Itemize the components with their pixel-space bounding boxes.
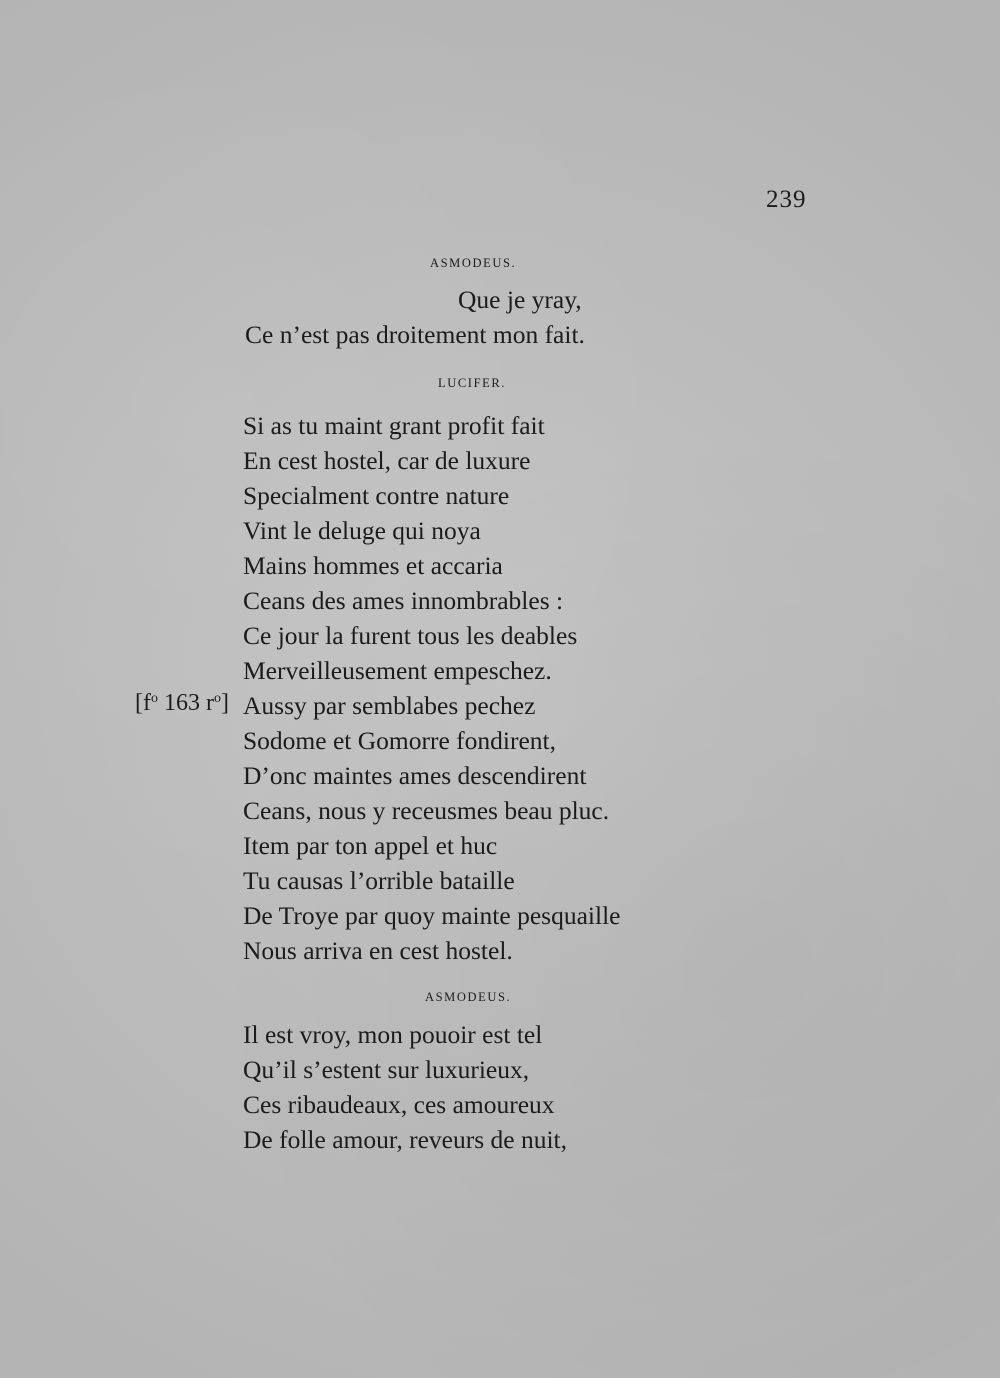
folio-reference xyxy=(135,690,229,717)
verse-line: Sodome et Gomorre fondirent, xyxy=(243,726,557,755)
verse-line: Ces ribaudeaux, ces amoureux xyxy=(243,1090,555,1119)
folio-sup: o xyxy=(150,691,158,706)
verse-line: Tu causas l’orrible bataille xyxy=(243,866,515,895)
folio-number: 163 r xyxy=(157,690,214,716)
verse-line: De Troye par quoy mainte pesquaille xyxy=(243,901,621,930)
folio-open: [f xyxy=(135,690,151,716)
verse-line: Qu’il s’estent sur luxurieux, xyxy=(243,1055,530,1084)
speaker-name: ASMODEUS. xyxy=(430,256,517,270)
verse-line: Ce n’est pas droitement mon fait. xyxy=(245,320,585,349)
verse-line: Vint le deluge qui noya xyxy=(243,516,481,545)
verse-line: Item par ton appel et huc xyxy=(243,831,498,860)
verse-line: De folle amour, reveurs de nuit, xyxy=(243,1125,567,1154)
verse-line: Si as tu maint grant profit fait xyxy=(243,411,545,440)
speaker-name: ASMODEUS. xyxy=(425,990,512,1004)
verse-line: Nous arriva en cest hostel. xyxy=(243,936,513,965)
verse-line: Aussy par semblabes pechez xyxy=(243,691,536,720)
verse-line: Mains hommes et accaria xyxy=(243,551,503,580)
verse-line: Il est vroy, mon pouoir est tel xyxy=(243,1020,543,1049)
verse-line: Que je yray, xyxy=(458,285,582,314)
verse-line: Specialment contre nature xyxy=(243,481,510,510)
verse-line: D’onc maintes ames descendirent xyxy=(243,761,587,790)
folio-sup: o xyxy=(213,691,221,706)
speaker-name: LUCIFER. xyxy=(438,376,507,390)
verse-line: Ce jour la furent tous les deables xyxy=(243,621,578,650)
page-number: 239 xyxy=(766,186,807,213)
folio-close: ] xyxy=(220,690,229,716)
verse-line: En cest hostel, car de luxure xyxy=(243,446,531,475)
verse-line: Ceans, nous y receusmes beau pluc. xyxy=(243,796,610,825)
verse-line: Ceans des ames innombrables : xyxy=(243,586,564,615)
verse-line: Merveilleusement empeschez. xyxy=(243,656,552,685)
